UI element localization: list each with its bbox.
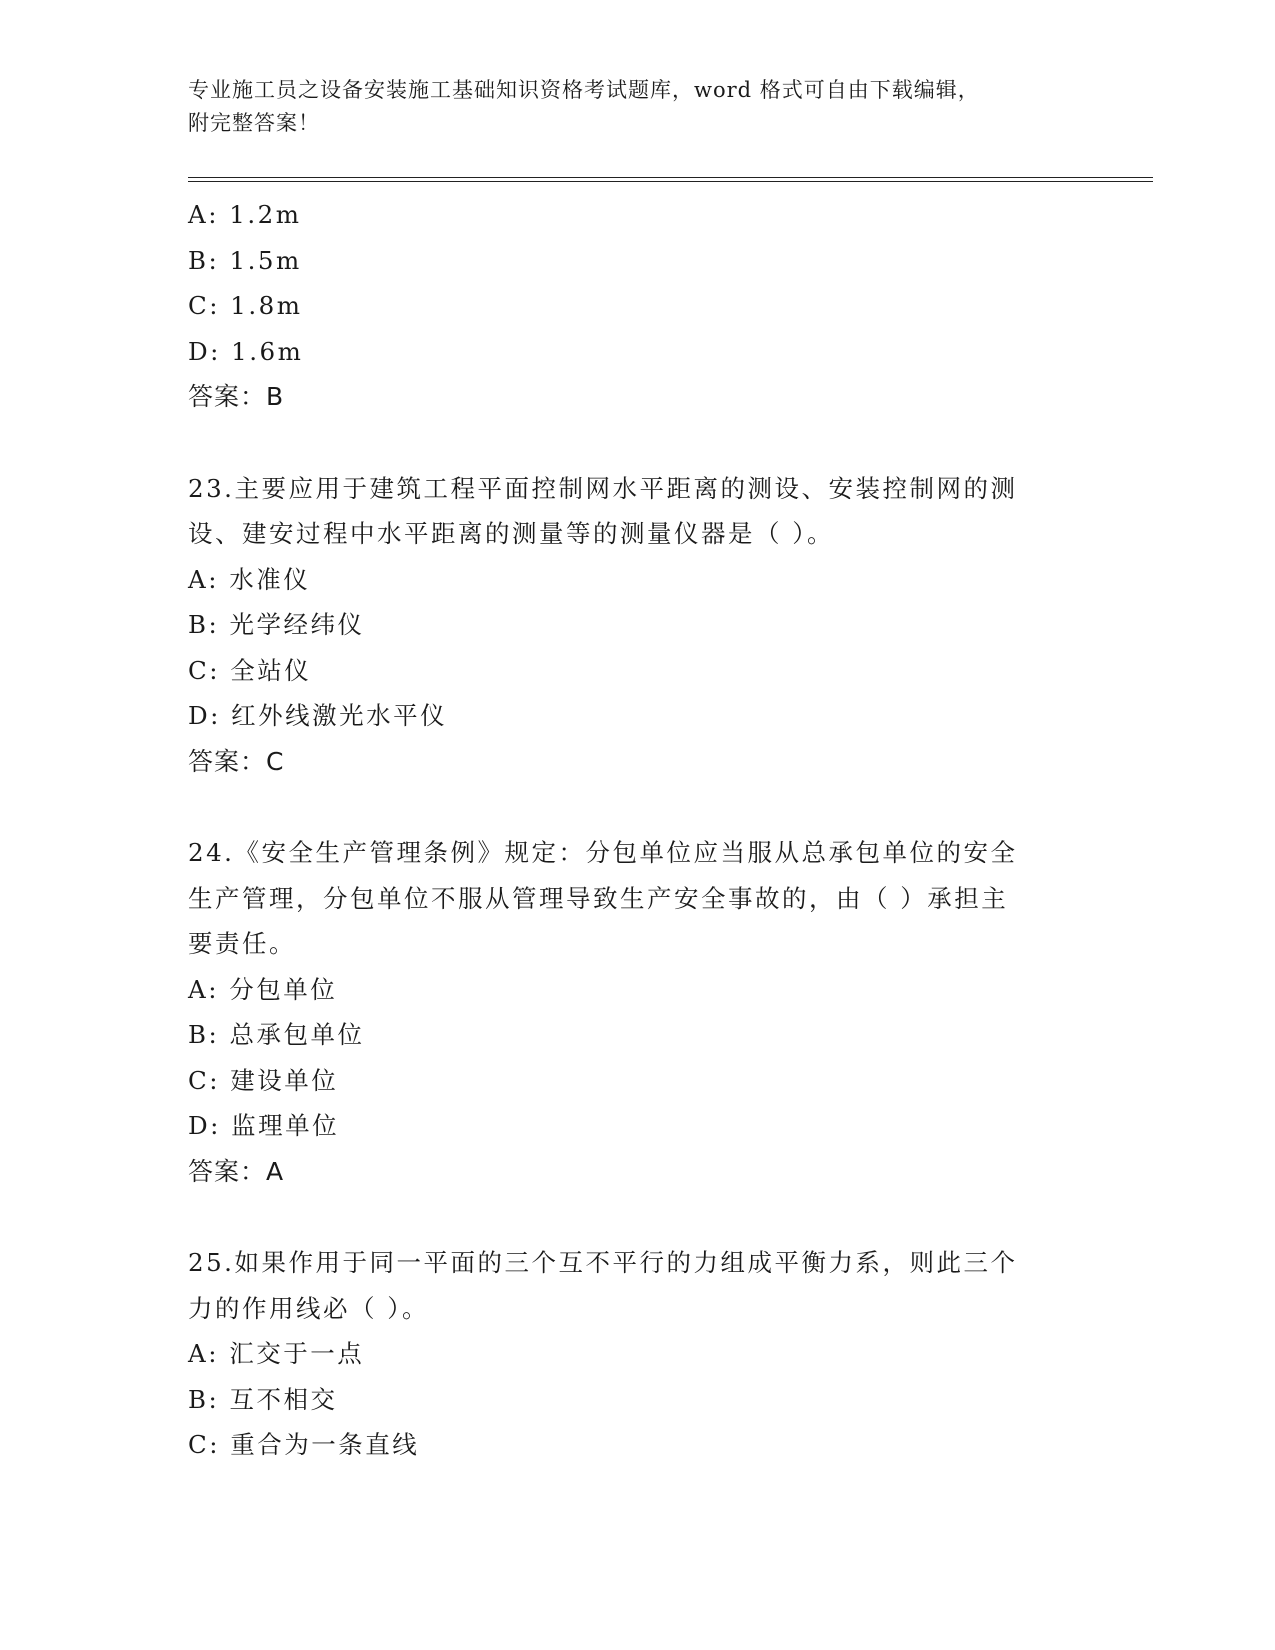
question-25 <box>188 1240 1088 1468</box>
header-title-line-1: 专业施工员之设备安装施工基础知识资格考试题库，word 格式可自由下载编辑， <box>188 78 980 102</box>
option-a: A: 分包单位 <box>188 974 338 1004</box>
question-23 <box>188 466 1088 785</box>
question-stem-line: 25.如果作用于同一平面的三个互不平行的力组成平衡力系，则此三个 <box>188 1248 1018 1277</box>
header-divider-top <box>188 177 1153 178</box>
option-a: A: 汇交于一点 <box>188 1339 365 1368</box>
option-d: D: 红外线激光水平仪 <box>188 701 448 730</box>
question-list <box>188 192 1088 1468</box>
question-stem-line: 设、建安过程中水平距离的测量等的测量仪器是（ ）。 <box>188 519 835 548</box>
option-b: B: 1.5m <box>188 245 302 275</box>
option-c: C: 重合为一条直线 <box>188 1430 420 1459</box>
question-24 <box>188 830 1088 1194</box>
option-b: B: 互不相交 <box>188 1384 338 1414</box>
option-b: B: 总承包单位 <box>188 1020 365 1049</box>
question-stem <box>188 466 1088 557</box>
header-title-line-2: 附完整答案！ <box>188 111 320 135</box>
answer-line: 答案：C <box>188 746 285 776</box>
question-stem-line: 要责任。 <box>188 929 296 958</box>
question-stem-line: 24.《安全生产管理条例》规定：分包单位应当服从总承包单位的安全 <box>188 838 1018 867</box>
question-spacer <box>188 784 1088 830</box>
answer-line: 答案：A <box>188 1156 285 1186</box>
question-spacer <box>188 420 1088 466</box>
question-stem <box>188 830 1088 967</box>
option-a: A: 1.2m <box>188 200 302 229</box>
document-header <box>188 74 1068 140</box>
question-stem-line: 23.主要应用于建筑工程平面控制网水平距离的测设、安装控制网的测 <box>188 473 1018 503</box>
answer-line: 答案：B <box>188 382 285 411</box>
header-divider-bottom <box>188 181 1153 182</box>
option-b: B: 光学经纬仪 <box>188 610 365 639</box>
question-spacer <box>188 1194 1088 1240</box>
option-c: C: 全站仪 <box>188 655 312 685</box>
question-22-tail <box>188 192 1088 420</box>
option-a: A: 水准仪 <box>188 564 311 594</box>
option-d: D: 1.6m <box>188 336 304 366</box>
option-d: D: 监理单位 <box>188 1111 340 1140</box>
option-c: C: 建设单位 <box>188 1065 339 1095</box>
question-stem-line: 力的作用线必（ ）。 <box>188 1293 430 1323</box>
question-stem <box>188 1240 1088 1331</box>
option-c: C: 1.8m <box>188 291 303 320</box>
question-stem-line: 生产管理，分包单位不服从管理导致生产安全事故的，由（ ）承担主 <box>188 883 1009 913</box>
